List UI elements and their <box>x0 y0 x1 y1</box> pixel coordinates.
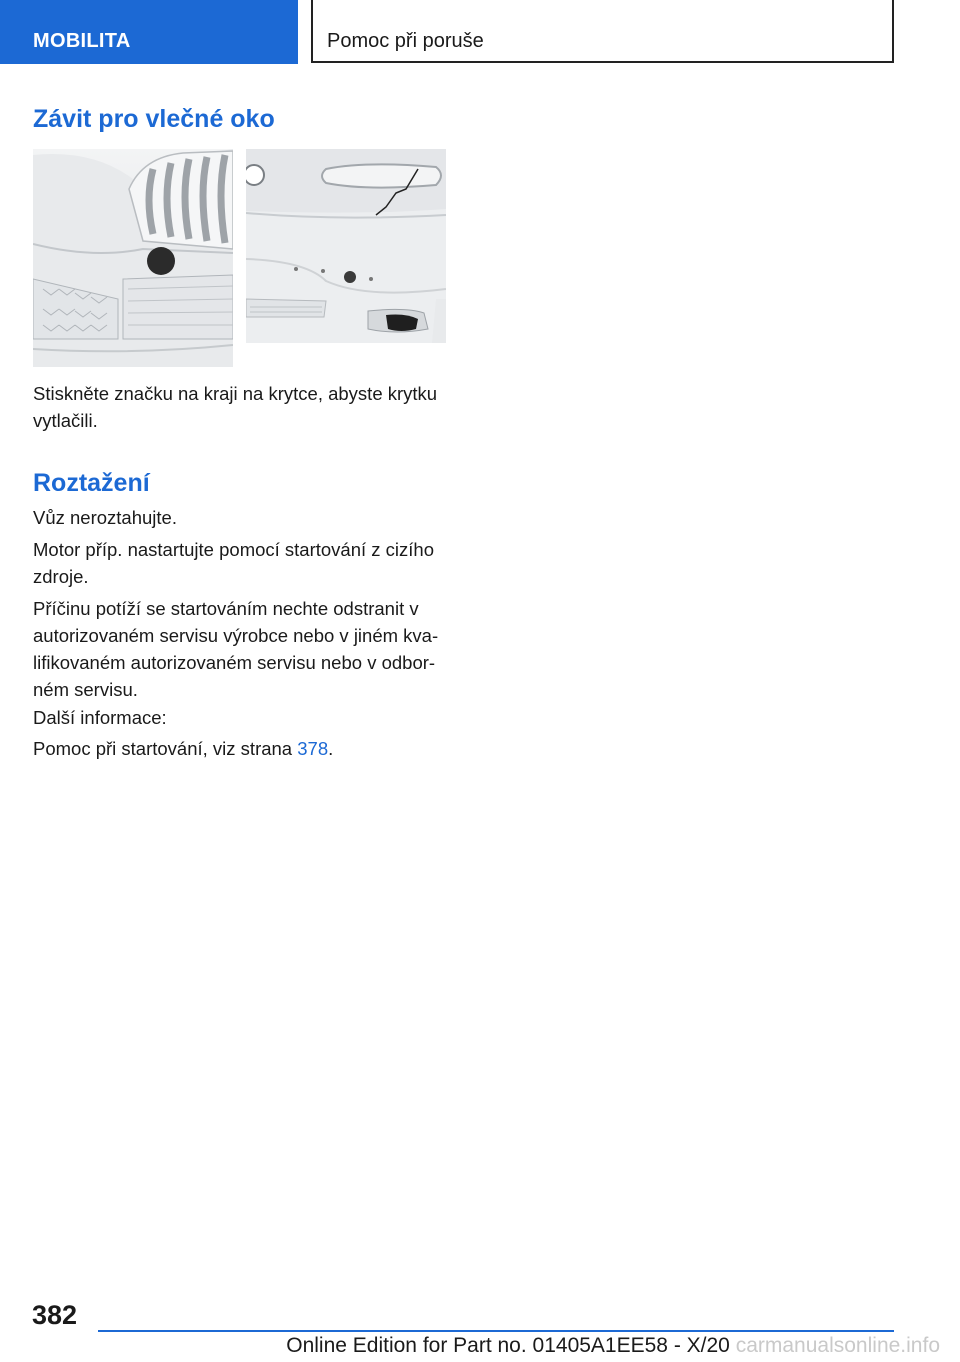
jump-start-text: Motor příp. nastartujte pomocí startování z cizího zdroje. <box>33 539 435 587</box>
header-section-label: MOBILITA <box>33 30 131 52</box>
no-towing-text: Vůz neroztahujte. <box>33 507 177 528</box>
section-title-towing: Roztažení <box>33 469 150 497</box>
footer-divider <box>98 1330 894 1332</box>
header-chapter-label: Pomoc při poruše <box>327 30 484 52</box>
service-text: Příčinu potíží se startováním nechte odstranit v autorizovaném servisu výrobce nebo v jiném kvalifikovaném autorizovaném servisu nebo v odborném servisu. <box>33 598 439 700</box>
rear-bumper-figure <box>246 149 446 343</box>
page-link-378[interactable]: 378 <box>297 738 329 759</box>
more-info-label: Další informace: <box>33 707 167 728</box>
header-section-tab <box>0 0 298 64</box>
footer-watermark: carmanualsonline.info <box>735 1334 940 1357</box>
reference-prefix: Pomoc při startování, viz strana <box>33 738 298 759</box>
front-bumper-figure <box>33 149 233 367</box>
reference-suffix: . <box>328 738 334 759</box>
section-title-tow-eye: Závit pro vlečné oko <box>33 105 275 133</box>
page-number: 382 <box>32 1300 78 1330</box>
footer-edition <box>286 1334 940 1358</box>
reference-text <box>33 735 453 762</box>
cover-instruction-text: Stiskněte značku na kraji na krytce, abyste krytku vytlačili. <box>33 383 438 431</box>
footer-edition-text: Online Edition for Part no. 01405A1EE58 - X/20 <box>286 1334 730 1357</box>
header-chapter-box <box>311 0 894 63</box>
